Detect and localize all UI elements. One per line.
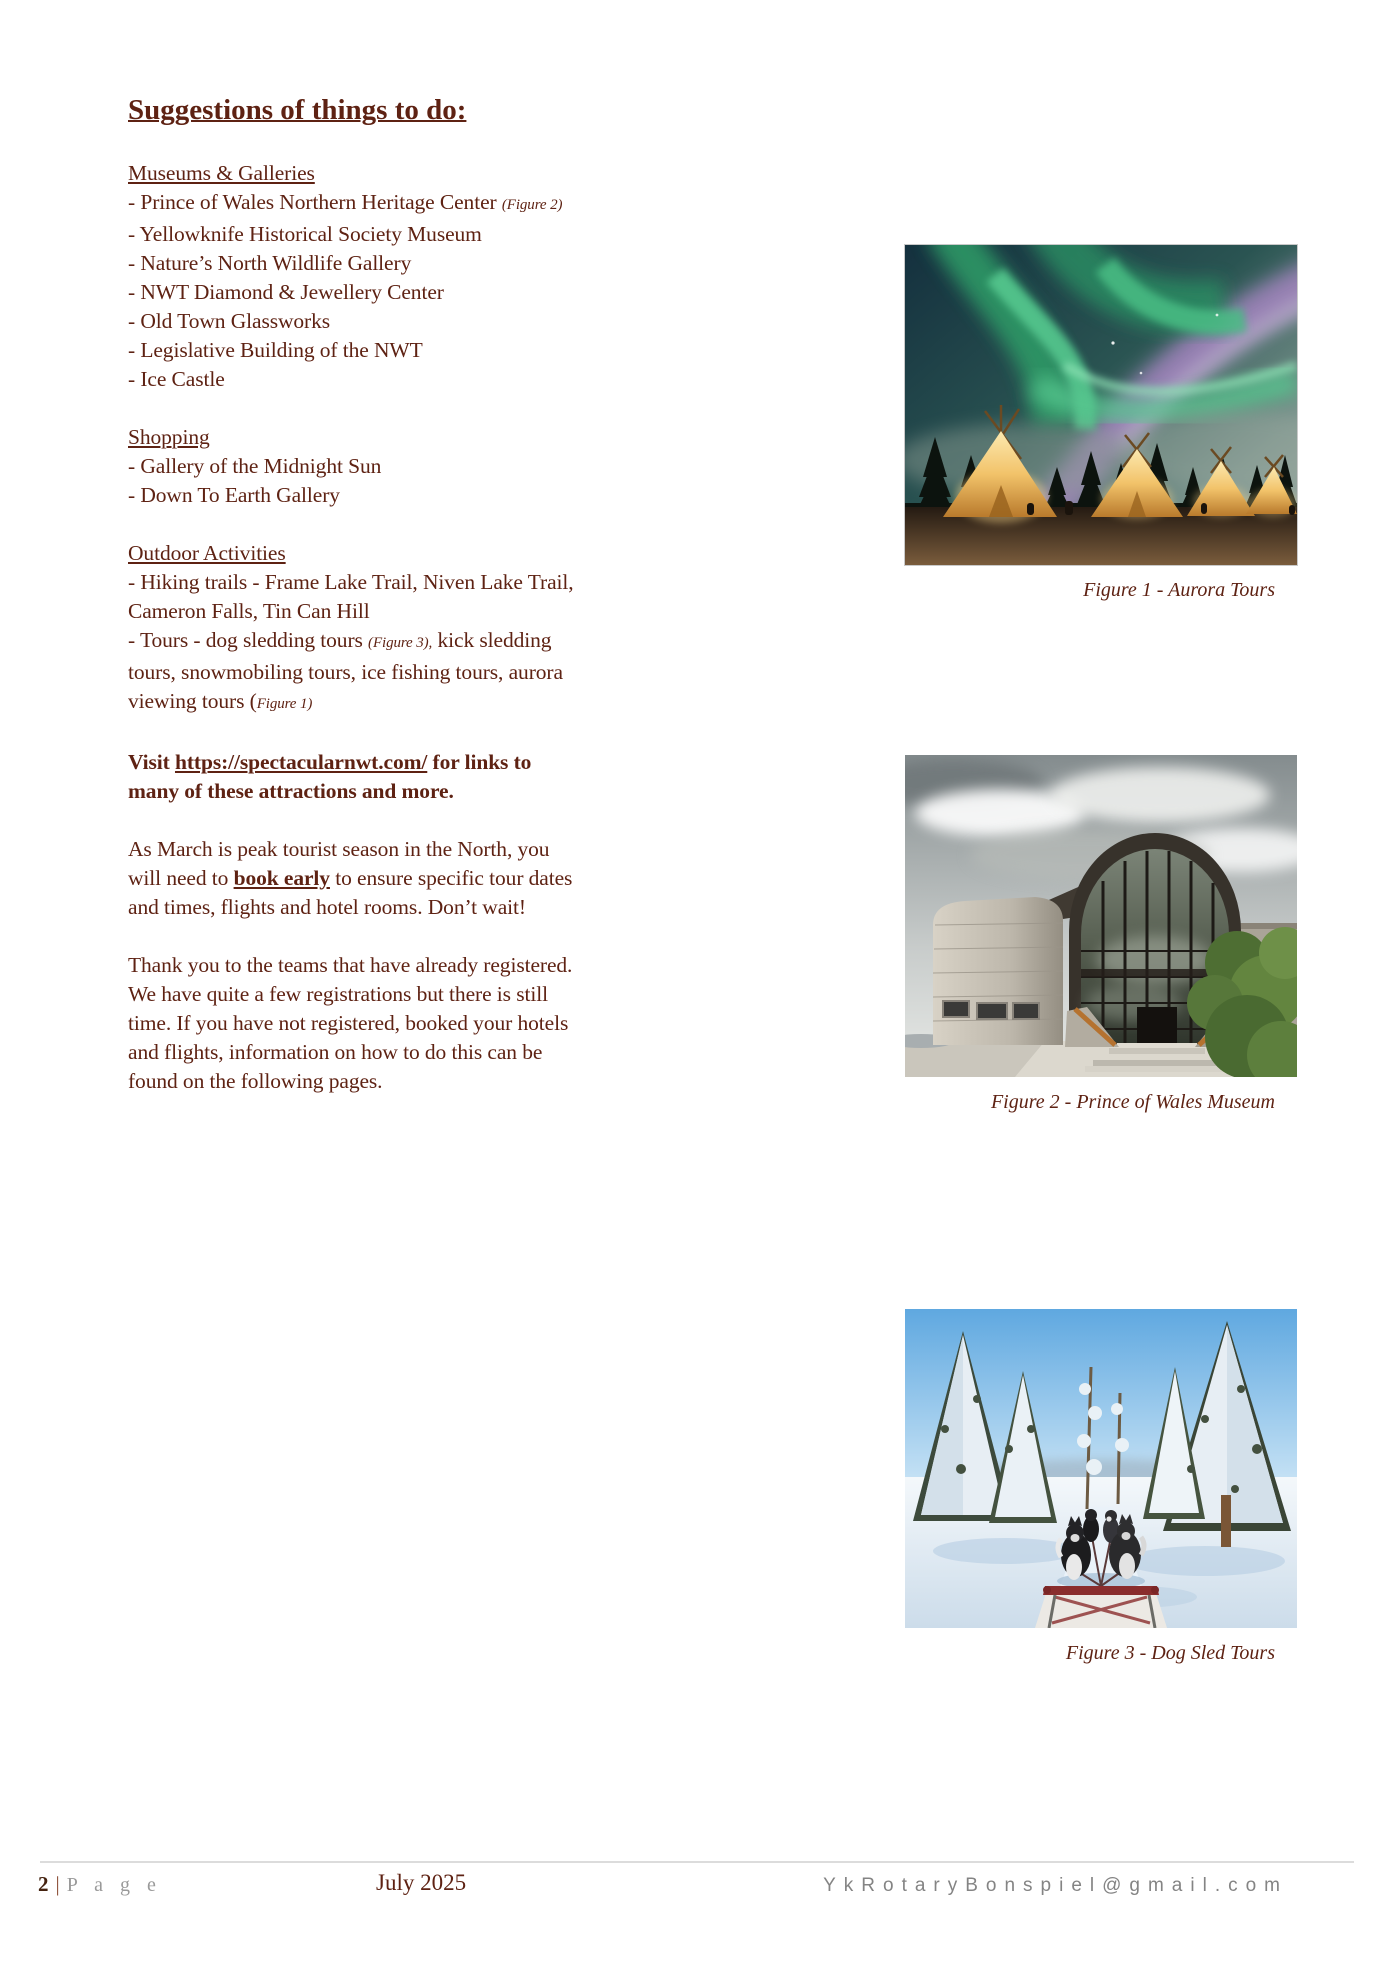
museums-galleries-line-5 [128,307,586,336]
section-shopping [128,423,586,510]
shopping-heading-text: Shopping [128,425,210,449]
museums-galleries-heading-text: Museums & Galleries [128,161,315,185]
section-visit-links [128,748,586,806]
text-segment: - Prince of Wales Northern Heritage Center [128,190,502,214]
section-book-early [128,835,586,922]
text-segment: (Figure 3), [368,635,433,651]
footer-page-indicator [38,1872,162,1897]
museums-galleries-line-4 [128,278,586,307]
book-early-emphasis: book early [233,866,330,890]
text-segment: (Figure 2) [501,197,563,213]
visit-links-line-1 [128,748,586,806]
text-segment: for links to many of these attractions and more. [128,750,532,803]
shopping-heading [128,423,586,452]
page-number: 2 [38,1872,49,1896]
museums-galleries-line-1 [128,188,586,220]
text-segment: - Legislative Building of the NWT [128,338,423,362]
figure-3-caption: Figure 3 - Dog Sled Tours [1065,1642,1275,1664]
text-segment: Figure 1) [256,696,313,712]
text-segment: - Nature’s North Wildlife Gallery [128,251,412,275]
text-segment: As March is peak tourist season in the North, you will need to [128,837,550,890]
figure-3 [905,1309,1297,1666]
dog-sled-photo [905,1309,1297,1628]
text-segment: Thank you to the teams that have already registered. We have quite a few registrations but there is still time. If you have not registered, booked your hotels and flights, information on how to do this can be found on the following pages. [128,953,573,1093]
text-segment: Visit [128,750,175,774]
outdoor-activities-heading [128,539,586,568]
footer-date: July 2025 [376,1870,467,1895]
text-segment: - Gallery of the Midnight Sun [128,454,382,478]
section-museums-galleries [128,159,586,394]
text-segment: - Down To Earth Gallery [128,483,340,507]
shopping-line-2 [128,481,586,510]
text-segment: - Yellowknife Historical Society Museum [128,222,482,246]
museums-galleries-line-7 [128,365,586,394]
museums-galleries-heading [128,159,586,188]
figure-2 [905,755,1297,1115]
book-early-line-1 [128,835,586,922]
outdoor-activities-heading-text: Outdoor Activities [128,541,286,565]
text-segment: - Ice Castle [128,367,225,391]
figure-1-caption: Figure 1 - Aurora Tours [1083,579,1275,601]
footer-separator: | [55,1872,60,1896]
museums-galleries-line-3 [128,249,586,278]
aurora-photo [905,245,1297,565]
figure-1 [905,245,1297,603]
museums-galleries-line-2 [128,220,586,249]
museum-photo [905,755,1297,1077]
figure-2-caption: Figure 2 - Prince of Wales Museum [990,1091,1275,1113]
outdoor-activities-line-1 [128,568,586,626]
museums-galleries-line-6 [128,336,586,365]
text-segment: - NWT Diamond & Jewellery Center [128,280,444,304]
spectacularnwt-link[interactable]: https://spectacularnwt.com/ [174,750,428,774]
text-column [128,94,586,1125]
text-segment: - Hiking trails - Frame Lake Trail, Niven Lake Trail, Cameron Falls, Tin Can Hill [128,570,574,623]
text-segment: - Tours - dog sledding tours [128,628,369,652]
text-blocks [128,159,586,1096]
footer-email: YkRotaryBonspiel@gmail.com [823,1875,1288,1896]
section-thank-you [128,951,586,1096]
text-segment: to ensure specific tour dates and times, flights and hotel rooms. Don’t wait! [128,866,573,919]
footer-divider [40,1861,1354,1863]
text-segment: kick sledding tours, snowmobiling tours, ice fishing tours, aurora viewing tours ( [128,628,563,713]
section-outdoor-activities [128,539,586,719]
outdoor-activities-line-2 [128,626,586,719]
thank-you-line-1 [128,951,586,1096]
text-segment: - Old Town Glassworks [128,309,331,333]
page-label: P a g e [66,1874,162,1896]
page-title: Suggestions of things to do: [128,94,467,126]
shopping-line-1 [128,452,586,481]
